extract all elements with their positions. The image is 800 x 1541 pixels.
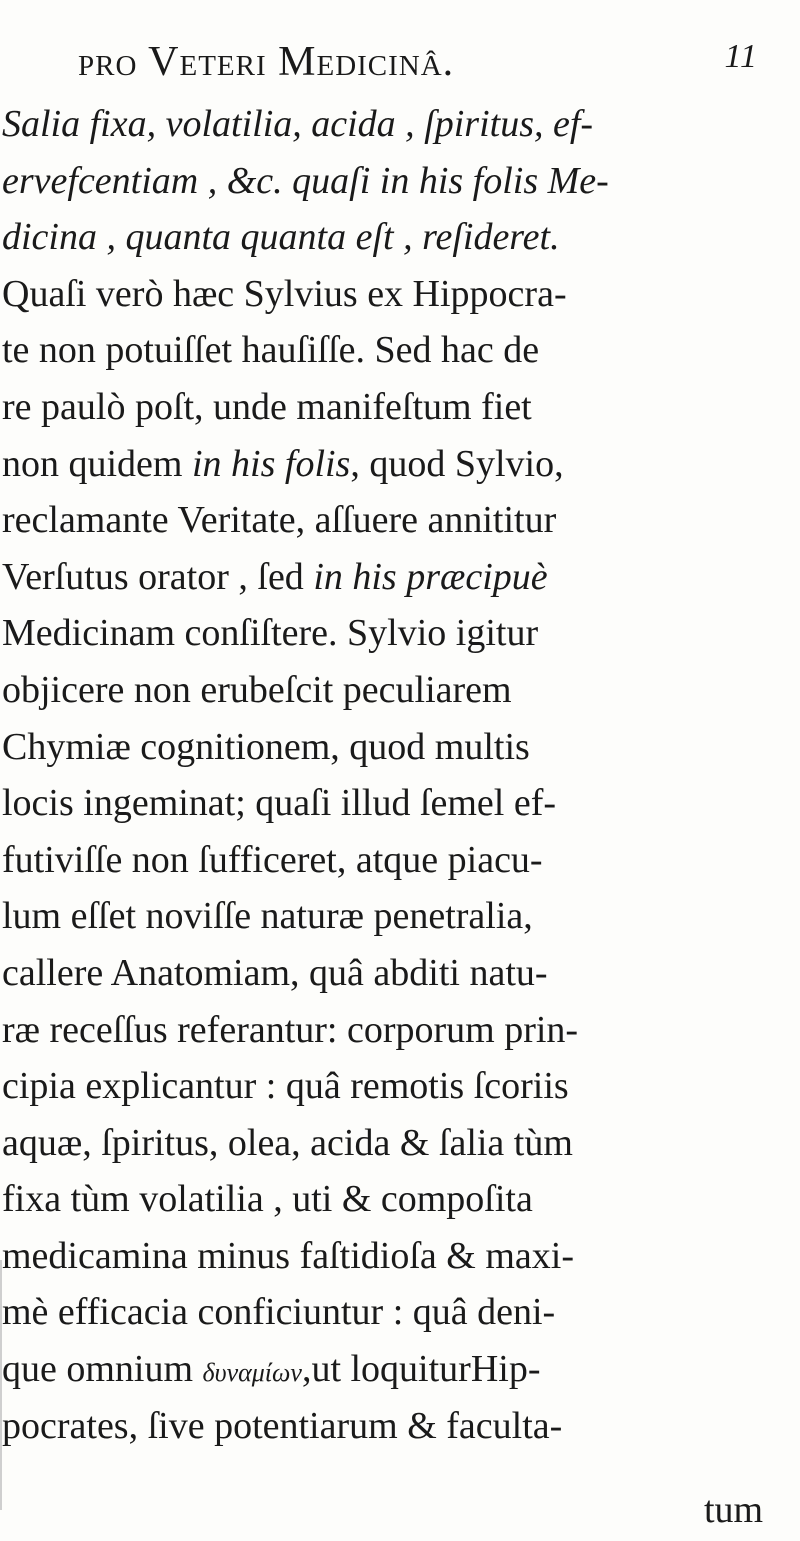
gutter-shadow [0,1260,2,1510]
text-line [0,549,790,606]
text-line [0,322,790,379]
greek-word: δυναμίων [202,1358,302,1388]
roman-text: futiviſſe non ſufficeret, atque piacu- [2,838,543,881]
text-line [0,436,790,493]
italic-text: dicina , quanta quanta eſt , reſideret. [2,216,560,259]
text-line [0,1284,790,1341]
text-line [0,775,790,832]
roman-text: callere Anatomiam, quâ abditi natu- [2,951,548,994]
roman-text: Chymiæ cognitionem, quod multis [2,725,530,768]
text-line [0,1002,790,1059]
body-text [0,96,790,1454]
roman-text: Quaſi verò hæc Sylvius ex Hippocra- [2,272,567,315]
text-line [0,379,790,436]
roman-text: pocrates, ſive potentiarum & faculta- [2,1404,563,1447]
roman-text: que omnium [2,1348,203,1391]
italic-text: ervefcentiam , &c. quaſi in his folis Me- [2,159,609,202]
text-line [0,1171,790,1228]
roman-text: fixa tùm volatilia , uti & compoſita [2,1178,533,1221]
text-line [0,153,790,210]
text-line [0,605,790,662]
text-line [0,945,790,1002]
roman-text: ,ut loquiturHip- [301,1348,541,1391]
running-title: pro Veteri Medicinâ. [78,39,455,85]
roman-text: , quod Sylvio, [350,442,564,485]
text-line [0,1058,790,1115]
text-line [0,832,790,889]
roman-text: objicere non erubeſcit peculiarem [2,668,512,711]
text-line [0,1115,790,1172]
page-number: 11 [724,38,758,75]
roman-text: locis ingeminat; quaſi illud ſemel ef- [2,782,557,825]
roman-text: Medicinam conſiſtere. Sylvio igitur [2,612,539,655]
roman-text: te non potuiſſet hauſiſſe. Sed hac de [2,329,540,372]
roman-text: medicamina minus faſtidioſa & maxi- [2,1234,574,1277]
text-line [0,492,790,549]
text-line [0,662,790,719]
text-line [0,1228,790,1285]
roman-text: ræ receſſus referantur: corporum prin- [2,1008,579,1051]
roman-text: aquæ, ſpiritus, olea, acida & ſalia tùm [2,1121,573,1164]
text-line [0,1398,790,1455]
roman-text: Verſutus orator , ſed [2,555,314,598]
text-line [0,888,790,945]
catchword: tum [704,1489,764,1531]
text-line [0,719,790,776]
italic-text: in his præcipuè [313,555,548,598]
roman-text: cipia explicantur : quâ remotis ſcoriis [2,1065,569,1108]
italic-text: Salia fixa, volatilia, acida , ſpiritus, ef- [2,103,594,145]
text-line [0,266,790,323]
italic-text: in his folis [191,442,351,485]
roman-text: lum eſſet noviſſe naturæ penetralia, [2,895,533,938]
text-line [0,209,790,266]
text-line [0,96,790,153]
text-line [0,1341,790,1398]
roman-text: non quidem [2,442,192,485]
roman-text: re paulò poſt, unde manifeſtum fiet [2,385,532,428]
running-head [78,38,758,90]
roman-text: mè efficacia conficiuntur : quâ deni- [2,1291,556,1334]
roman-text: reclamante Veritate, aſſuere annititur [2,499,557,542]
